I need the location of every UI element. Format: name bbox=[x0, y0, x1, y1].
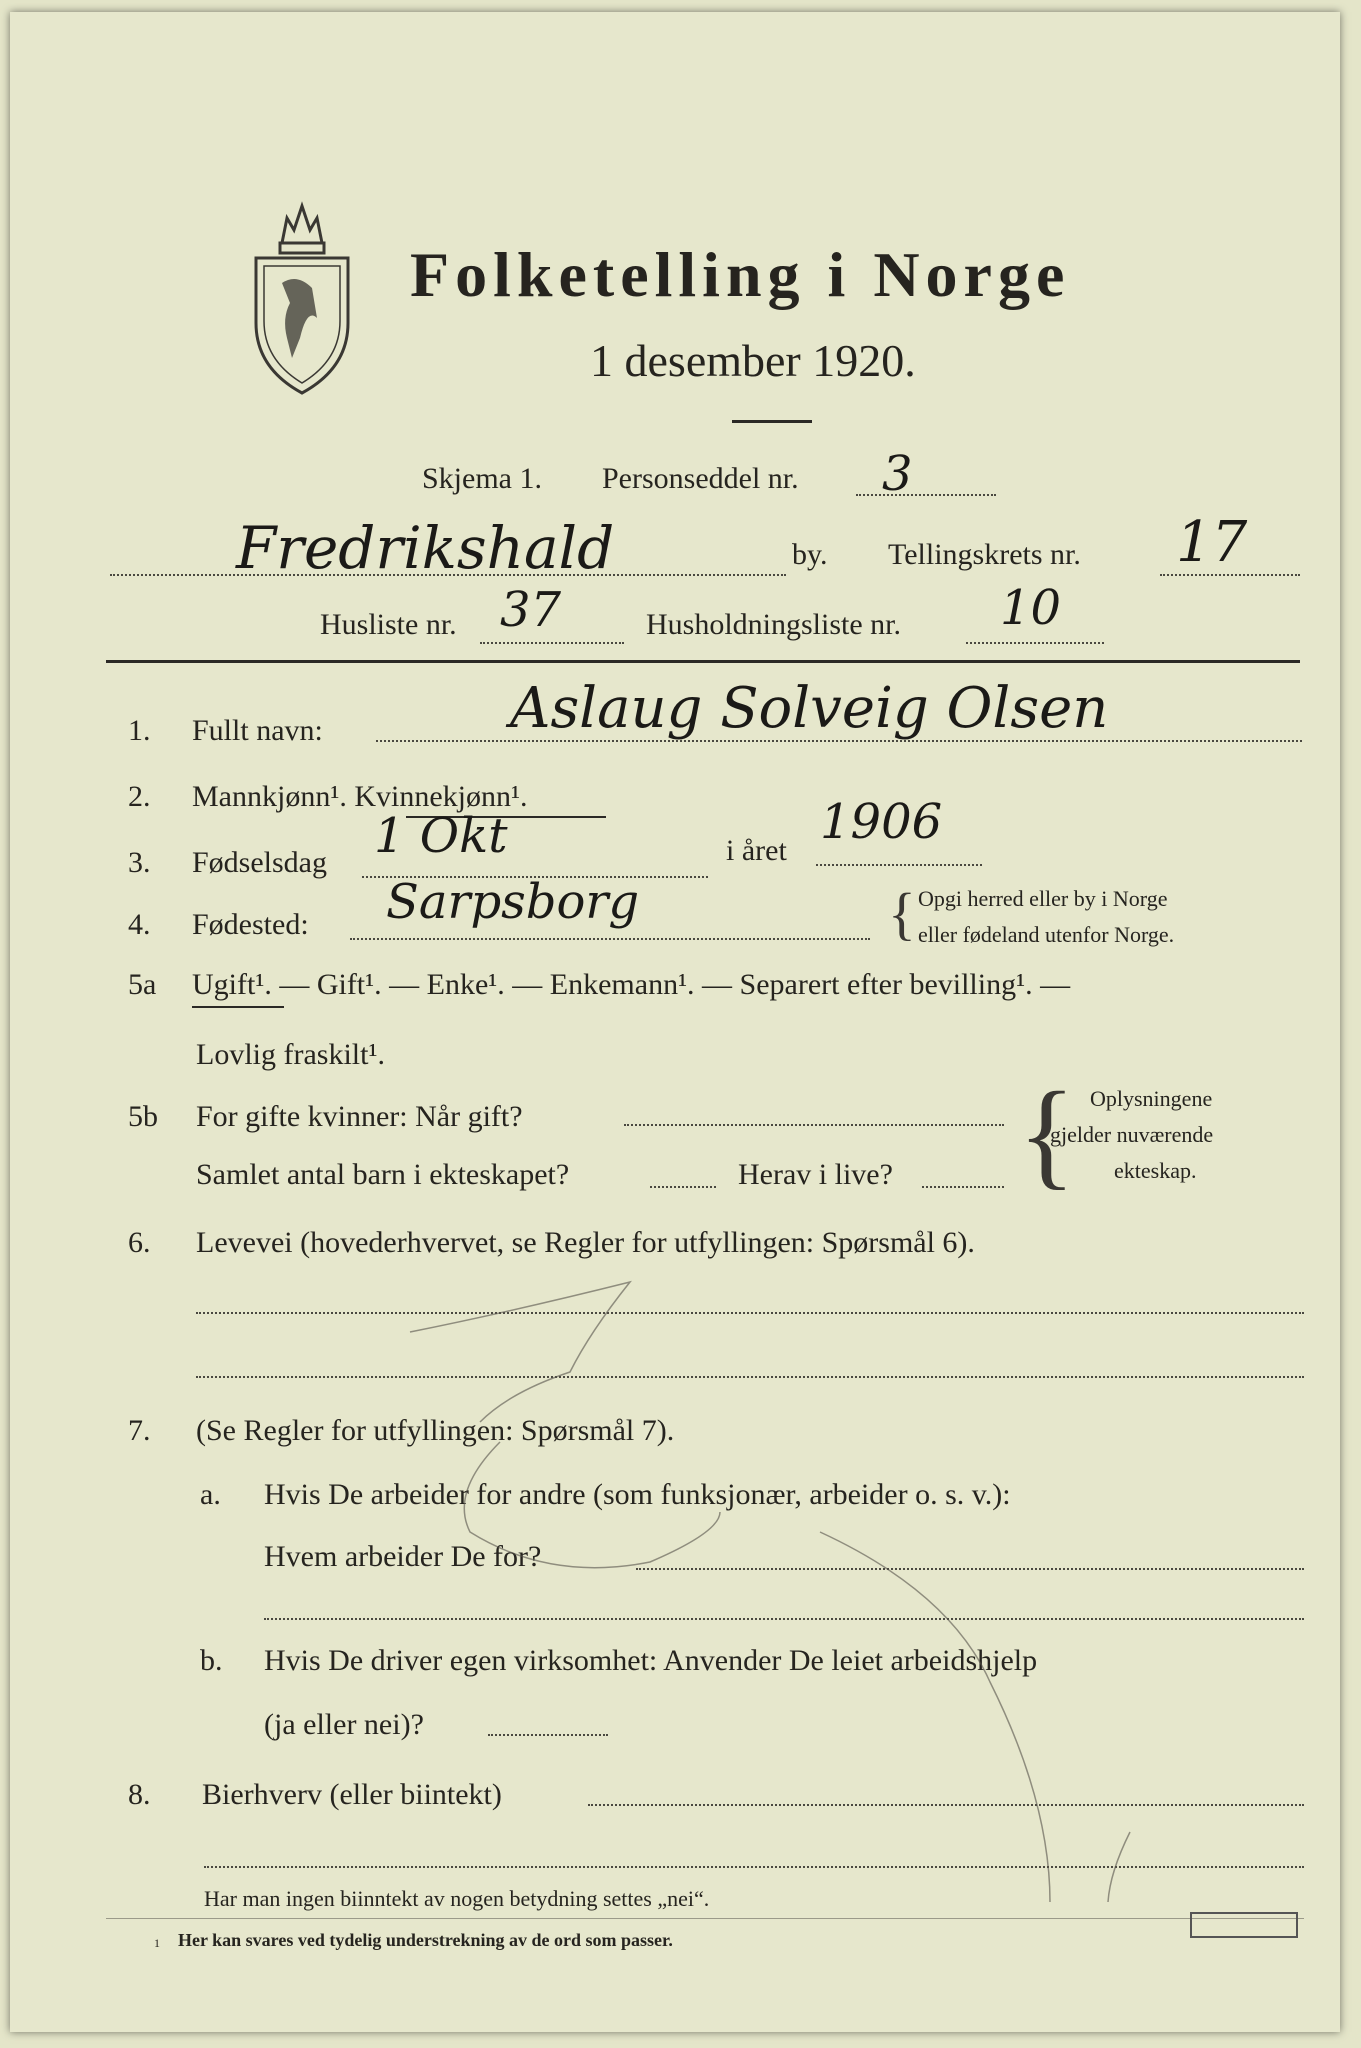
personseddel-line bbox=[856, 494, 996, 496]
husliste-value: 37 bbox=[500, 582, 562, 638]
husliste-line bbox=[480, 642, 624, 644]
q6-label: Levevei (hovederhvervet, se Regler for utfyllingen: Spørsmål 6). bbox=[196, 1226, 975, 1259]
footnote-text: Her kan svares ved tydelig understrekning av de ord som passer. bbox=[178, 1930, 673, 1950]
q7a-line1: Hvis De arbeider for andre (som funksjonær, arbeider o. s. v.): bbox=[264, 1478, 1011, 1511]
q5b-number: 5b bbox=[128, 1100, 158, 1133]
q4-note-line2: eller fødeland utenfor Norge. bbox=[918, 922, 1175, 947]
form-subtitle: 1 desember 1920. bbox=[590, 335, 916, 386]
q6-number: 6. bbox=[128, 1226, 151, 1259]
form-title: Folketelling i Norge bbox=[410, 239, 1071, 310]
q5b-alive-line bbox=[922, 1186, 1004, 1188]
q7-label: (Se Regler for utfyllingen: Spørsmål 7). bbox=[196, 1414, 675, 1447]
q7a-letter: a. bbox=[200, 1478, 221, 1511]
q3-date-value: 1 Okt bbox=[374, 808, 508, 864]
pencil-marks bbox=[390, 1262, 1150, 1912]
q8-note: Har man ingen biinntekt av nogen betydning settes „nei“. bbox=[204, 1886, 710, 1911]
header-separator bbox=[106, 660, 1300, 663]
q5b-children-label: Samlet antal barn i ekteskapet? bbox=[196, 1158, 570, 1191]
personseddel-value: 3 bbox=[882, 446, 913, 502]
q7b-letter: b. bbox=[200, 1644, 223, 1677]
q5a-options: Ugift¹. — Gift¹. — Enke¹. — Enkemann¹. — Separert efter bevilling¹. — bbox=[192, 968, 1071, 1001]
q3-year-value: 1906 bbox=[820, 794, 943, 850]
q3-number: 3. bbox=[128, 846, 151, 879]
q5a-underline bbox=[192, 1006, 284, 1008]
q2-label: Mannkjønn¹. Kvinnekjønn¹. bbox=[192, 780, 528, 813]
q5a-options-cont: Lovlig fraskilt¹. bbox=[196, 1038, 385, 1071]
q7a-line2: Hvem arbeider De for? bbox=[264, 1540, 542, 1573]
q5b-line1: For gifte kvinner: Når gift? bbox=[196, 1100, 523, 1133]
city-line bbox=[110, 574, 786, 576]
q7-number: 7. bbox=[128, 1414, 151, 1447]
census-form bbox=[10, 12, 1340, 2032]
q7b-line2: (ja eller nei)? bbox=[264, 1708, 424, 1741]
skjema-label: Skjema 1. bbox=[422, 462, 542, 495]
q5b-alive-label: Herav i live? bbox=[738, 1158, 893, 1191]
q8-label: Bierhverv (eller biintekt) bbox=[202, 1778, 502, 1811]
q4-number: 4. bbox=[128, 908, 151, 941]
q1-value: Aslaug Solveig Olsen bbox=[510, 676, 1109, 741]
footer-separator bbox=[106, 1918, 1304, 1919]
husholdning-label: Husholdningsliste nr. bbox=[646, 608, 902, 641]
q5b-married-line bbox=[624, 1124, 1004, 1126]
q1-label: Fullt navn: bbox=[192, 714, 323, 747]
q5b-children-line bbox=[650, 1186, 716, 1188]
by-label: by. bbox=[792, 538, 828, 571]
q4-value: Sarpsborg bbox=[386, 874, 640, 930]
q5b-note-line2: gjelder nuværende bbox=[1050, 1122, 1214, 1147]
q5b-brace: { bbox=[1018, 1067, 1076, 1200]
coat-of-arms-icon bbox=[242, 188, 362, 398]
q3-label: Fødselsdag bbox=[192, 846, 327, 879]
q7b-line1: Hvis De driver egen virksomhet: Anvender De leiet arbeidshjelp bbox=[264, 1644, 1038, 1677]
q5b-note-line1: Oplysningene bbox=[1090, 1086, 1213, 1111]
q4-brace: { bbox=[888, 881, 916, 946]
footnote-mark: 1 bbox=[154, 1936, 160, 1950]
q5b-note-line3: ekteskap. bbox=[1114, 1158, 1197, 1183]
title-divider bbox=[732, 420, 812, 423]
q4-note-line1: Opgi herred eller by i Norge bbox=[918, 886, 1168, 911]
q5a-number: 5a bbox=[128, 968, 157, 1001]
city-value: Fredrikshald bbox=[236, 514, 615, 582]
husholdning-line bbox=[966, 642, 1104, 644]
husliste-label: Husliste nr. bbox=[320, 608, 457, 641]
q3-year-label: i året bbox=[726, 834, 787, 867]
q8-number: 8. bbox=[128, 1778, 151, 1811]
personseddel-label: Personseddel nr. bbox=[602, 462, 799, 495]
krets-label: Tellingskrets nr. bbox=[888, 538, 1081, 571]
husholdning-value: 10 bbox=[1000, 580, 1062, 636]
q2-number: 2. bbox=[128, 780, 151, 813]
q4-label: Fødested: bbox=[192, 908, 309, 941]
printer-stamp bbox=[1190, 1912, 1298, 1938]
q4-line bbox=[350, 938, 870, 940]
q3-year-line bbox=[816, 864, 982, 866]
q1-number: 1. bbox=[128, 714, 151, 747]
krets-value: 17 bbox=[1176, 510, 1248, 575]
